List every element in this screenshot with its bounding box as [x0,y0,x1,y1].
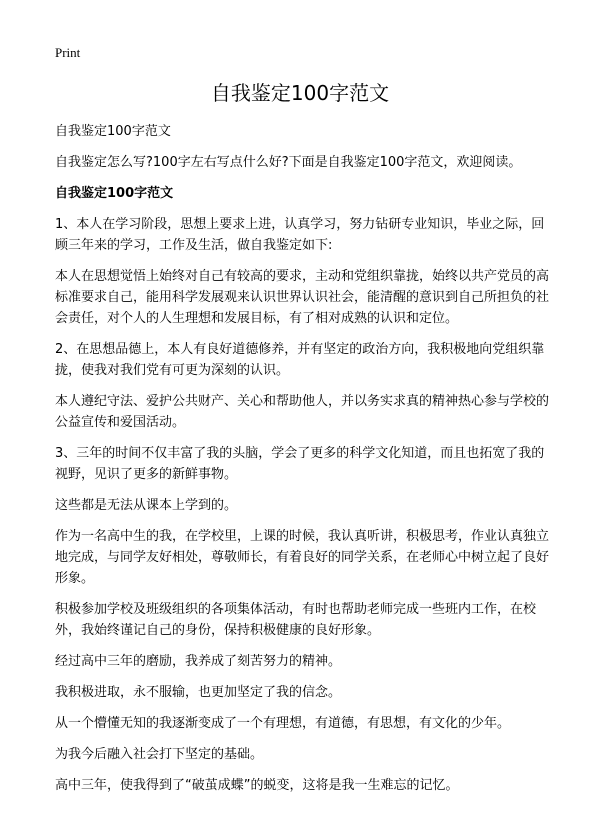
paragraph: 这些都是无法从课本上学到的。 [55,498,238,513]
section-heading: 自我鉴定100字范文 [55,186,174,201]
document-title: 自我鉴定100字范文 [210,81,390,105]
document-body [55,121,555,806]
paragraph: 作为一名高中生的我，在学校里，上课的时候，我认真听讲，积极思考，作业认真独立地完成，与同学友好相处，尊敬师长，有着良好的同学关系，在老师心中树立起了良好形象。 [55,529,550,586]
paragraph: 我积极进取，永不服输，也更加坚定了我的信念。 [55,685,342,700]
paragraph: 自我鉴定100字范文 [55,124,171,139]
paragraph: 2、在思想品德上，本人有良好道德修养，并有坚定的政治方向，我积极地向党组织靠拢，使我对我们党有可更为深刻的认识。 [55,342,545,378]
paragraph: 1、本人在学习阶段，思想上要求上进，认真学习，努力钻研专业知识，毕业之际，回顾三年来的学习，工作及生活，做自我鉴定如下: [55,217,545,253]
paragraph: 本人遵纪守法、爱护公共财产、关心和帮助他人，并以务实求真的精神热心参与学校的公益宣传和爱国活动。 [55,394,550,430]
paragraph: 本人在思想觉悟上始终对自己有较高的要求，主动和党组织靠拢，始终以共产党员的高标准要求自己，能用科学发展观来认识世界认识社会，能清醒的意识到自己所担负的社会责任，对个人的人生理想和发展目标，有了相对成熟的认识和定位。 [55,269,550,326]
paragraph: 高中三年，使我得到了“破茧成蝶”的蜕变，这将是我一生难忘的记忆。 [55,778,459,793]
paragraph: 3、三年的时间不仅丰富了我的头脑，学会了更多的科学文化知道，而且也拓宽了我的视野，见识了更多的新鲜事物。 [55,446,545,482]
paragraph: 从一个懵懂无知的我逐渐变成了一个有理想，有道德，有思想，有文化的少年。 [55,716,511,731]
paragraph: 自我鉴定怎么写?100字左右写点什么好?下面是自我鉴定100字范文，欢迎阅读。 [55,155,522,170]
paragraph: 经过高中三年的磨励，我养成了刻苦努力的精神。 [55,654,342,669]
paragraph: 为我今后融入社会打下坚定的基础。 [55,747,264,762]
paragraph: 积极参加学校及班级组织的各项集体活动，有时也帮助老师完成一些班内工作，在校外，我始终谨记自己的身份，保持积极健康的良好形象。 [55,602,537,638]
print-label: Print [55,45,81,60]
